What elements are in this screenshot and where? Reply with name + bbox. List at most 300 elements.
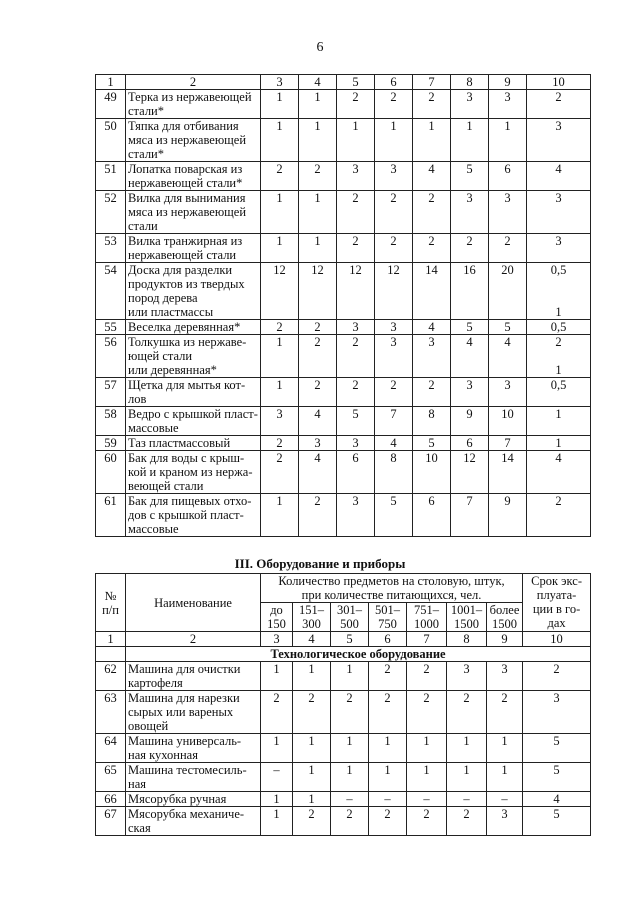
quantity-cell: 2 (369, 691, 407, 734)
table-row (96, 263, 591, 320)
table-row (96, 662, 591, 691)
quantity-cell: 12 (299, 263, 337, 320)
quantity-cell: – (369, 792, 407, 807)
column-number: 2 (126, 632, 261, 647)
text-line: Доска для разделки (128, 263, 233, 277)
quantity-cell: 1 (261, 234, 299, 263)
row-number: 53 (96, 234, 126, 263)
table-row (96, 378, 591, 407)
quantity-cell: 4 (375, 436, 413, 451)
row-number: 59 (96, 436, 126, 451)
table-body (96, 662, 591, 836)
text-line: 300 (302, 617, 321, 631)
text-line: более (489, 603, 520, 617)
quantity-cell: 3 (489, 378, 527, 407)
header-range (369, 603, 407, 632)
quantity-cell: – (447, 792, 487, 807)
quantity-cell: 1 (375, 119, 413, 162)
row-number: 49 (96, 90, 126, 119)
quantity-cell: 4 (413, 162, 451, 191)
quantity-cell: 2 (293, 691, 331, 734)
quantity-cell: 4 (489, 335, 527, 378)
text-line: Машина для нарезки (128, 691, 240, 705)
quantity-cell: 1 (261, 662, 293, 691)
column-number: 9 (487, 632, 523, 647)
item-name (126, 90, 261, 119)
page-number: 6 (316, 40, 324, 55)
text-line: Бак для пищевых отхо- (128, 494, 252, 508)
column-number: 10 (527, 75, 591, 90)
service-life-cell (527, 335, 591, 378)
row-number: 63 (96, 691, 126, 734)
quantity-cell: 3 (299, 436, 337, 451)
quantity-cell: 5 (451, 320, 489, 335)
text-line: 1 (555, 305, 562, 319)
quantity-cell: 2 (337, 234, 375, 263)
service-life-cell: 4 (523, 792, 591, 807)
table-row (96, 792, 591, 807)
text-line: Толкушка из нержаве- (128, 335, 247, 349)
quantity-cell: 3 (489, 90, 527, 119)
item-name (126, 807, 261, 836)
row-number: 54 (96, 263, 126, 320)
row-number: 56 (96, 335, 126, 378)
text-line: 2 (555, 90, 562, 104)
text-line: Ведро с крышкой пласт- (128, 407, 258, 421)
text-line: нержавеющей стали (128, 248, 237, 262)
quantity-cell: 5 (489, 320, 527, 335)
column-number: 8 (447, 632, 487, 647)
table-row (96, 734, 591, 763)
text-line: 1500 (492, 617, 518, 631)
quantity-cell: 1 (299, 234, 337, 263)
text-line: Тяпка для отбивания (128, 119, 239, 133)
text-line: Щетка для мытья кот- (128, 378, 246, 392)
text-line: Машина универсаль- (128, 734, 242, 748)
text-line: 0,5 (550, 378, 567, 392)
column-number: 6 (375, 75, 413, 90)
service-life-cell (527, 119, 591, 162)
quantity-cell: 1 (451, 119, 489, 162)
text-line: кой и краном из нержа- (128, 465, 253, 479)
service-life-cell (527, 234, 591, 263)
text-line: лов (128, 392, 147, 406)
quantity-cell: 2 (375, 378, 413, 407)
quantity-cell: 1 (299, 90, 337, 119)
row-number: 64 (96, 734, 126, 763)
text-line: 301– (337, 603, 362, 617)
service-life-cell (527, 436, 591, 451)
column-number: 7 (407, 632, 447, 647)
quantity-cell: 20 (489, 263, 527, 320)
text-line: мяса из нержавеющей (128, 205, 247, 219)
column-number-row (96, 75, 591, 90)
item-name (126, 691, 261, 734)
item-name (126, 335, 261, 378)
text-line: 0,5 (550, 263, 567, 277)
quantity-cell: 2 (299, 494, 337, 537)
text-line: 3 (555, 234, 562, 248)
quantity-cell: 3 (375, 162, 413, 191)
text-line: 2 (555, 494, 562, 508)
table-row (96, 335, 591, 378)
text-line: Терка из нержавеющей (128, 90, 252, 104)
column-number: 3 (261, 632, 293, 647)
text-line: 3 (555, 119, 562, 133)
quantity-cell: 4 (299, 451, 337, 494)
quantity-cell: – (331, 792, 369, 807)
row-number: 62 (96, 662, 126, 691)
section-title: III. Оборудование и приборы (234, 556, 406, 571)
quantity-cell: 3 (337, 436, 375, 451)
quantity-cell: 2 (413, 234, 451, 263)
quantity-cell: 3 (375, 320, 413, 335)
quantity-cell: 4 (413, 320, 451, 335)
table-row (96, 763, 591, 792)
quantity-cell: 2 (293, 807, 331, 836)
text-line: или деревянная* (128, 363, 217, 377)
table-row (96, 162, 591, 191)
text-line: ная (128, 777, 146, 791)
quantity-cell: 9 (451, 407, 489, 436)
service-life-cell (527, 494, 591, 537)
text-line: Таз пластмассовый (128, 436, 231, 450)
quantity-cell: 3 (261, 407, 299, 436)
quantity-cell: 3 (337, 320, 375, 335)
text-line: 501– (375, 603, 400, 617)
header-quantity: Количество предметов на столовую, штук, при количестве питающихся, чел. (261, 574, 523, 603)
quantity-cell: 1 (331, 734, 369, 763)
quantity-cell: – (261, 763, 293, 792)
quantity-cell: 8 (413, 407, 451, 436)
service-life-cell: 5 (523, 734, 591, 763)
quantity-cell: 4 (299, 407, 337, 436)
header-range (331, 603, 369, 632)
item-name (126, 320, 261, 335)
quantity-cell: 7 (489, 436, 527, 451)
text-line: 3 (555, 191, 562, 205)
text-line: ная кухонная (128, 748, 198, 762)
quantity-cell: 8 (375, 451, 413, 494)
quantity-cell: 3 (413, 335, 451, 378)
quantity-cell: 1 (489, 119, 527, 162)
quantity-cell: 2 (261, 691, 293, 734)
quantity-cell: 5 (451, 162, 489, 191)
item-name (126, 162, 261, 191)
quantity-cell: 3 (487, 662, 523, 691)
item-name (126, 119, 261, 162)
quantity-cell: 7 (375, 407, 413, 436)
quantity-cell: – (487, 792, 523, 807)
quantity-cell: 2 (487, 691, 523, 734)
quantity-cell: 3 (337, 494, 375, 537)
column-number: 3 (261, 75, 299, 90)
quantity-cell: 2 (407, 691, 447, 734)
quantity-cell: 1 (487, 734, 523, 763)
service-life-cell: 5 (523, 807, 591, 836)
table-row (96, 807, 591, 836)
quantity-cell: 1 (293, 734, 331, 763)
text-line: Машина тестомесиль- (128, 763, 247, 777)
service-life-cell: 3 (523, 691, 591, 734)
quantity-cell: 2 (489, 234, 527, 263)
text-line: нержавеющей стали* (128, 176, 243, 190)
table-row (96, 320, 591, 335)
table-row (96, 494, 591, 537)
quantity-cell: 2 (413, 90, 451, 119)
row-number: 61 (96, 494, 126, 537)
service-life-cell (527, 407, 591, 436)
quantity-cell: 2 (375, 234, 413, 263)
service-life-cell: 2 (523, 662, 591, 691)
column-number: 4 (293, 632, 331, 647)
item-name (126, 451, 261, 494)
quantity-cell: 12 (261, 263, 299, 320)
row-number: 55 (96, 320, 126, 335)
column-number: 6 (369, 632, 407, 647)
text-line: или пластмассы (128, 305, 214, 319)
quantity-cell: 6 (413, 494, 451, 537)
item-name (126, 407, 261, 436)
text-line: 150 (267, 617, 286, 631)
quantity-cell: 2 (261, 451, 299, 494)
quantity-cell: 1 (369, 734, 407, 763)
quantity-cell: 2 (337, 90, 375, 119)
quantity-cell: 10 (413, 451, 451, 494)
table-row (96, 436, 591, 451)
quantity-cell: 2 (261, 320, 299, 335)
text-line: 750 (378, 617, 397, 631)
quantity-cell: 1 (261, 494, 299, 537)
quantity-cell: 1 (407, 734, 447, 763)
item-name (126, 494, 261, 537)
quantity-cell: 1 (261, 792, 293, 807)
quantity-cell: 2 (407, 662, 447, 691)
quantity-cell: 3 (337, 162, 375, 191)
service-life-cell (527, 451, 591, 494)
quantity-cell: 5 (337, 407, 375, 436)
quantity-cell: 2 (337, 191, 375, 234)
quantity-cell: 1 (337, 119, 375, 162)
quantity-cell: 14 (489, 451, 527, 494)
quantity-cell: 2 (331, 691, 369, 734)
quantity-cell: 2 (261, 436, 299, 451)
text-line: Веселка деревянная* (128, 320, 241, 334)
text-line: 151– (299, 603, 324, 617)
service-life-cell: 5 (523, 763, 591, 792)
quantity-cell: 2 (369, 807, 407, 836)
table-row (96, 191, 591, 234)
quantity-cell: 2 (299, 378, 337, 407)
quantity-cell: 1 (331, 763, 369, 792)
text-line: овощей (128, 719, 169, 733)
header-number: № п/п (96, 574, 126, 632)
text-line: веющей стали (128, 479, 204, 493)
text-line: Машина для очистки (128, 662, 241, 676)
text-line: дов с крышкой пласт- (128, 508, 244, 522)
text-line: Мясорубка ручная (128, 792, 227, 806)
text-line: Лопатка поварская из (128, 162, 243, 176)
header-range (447, 603, 487, 632)
quantity-cell: – (407, 792, 447, 807)
column-number: 9 (489, 75, 527, 90)
column-number: 1 (96, 75, 126, 90)
quantity-cell: 10 (489, 407, 527, 436)
text-line: мяса из нержавеющей (128, 133, 247, 147)
row-number: 57 (96, 378, 126, 407)
quantity-cell: 5 (413, 436, 451, 451)
quantity-cell: 1 (447, 763, 487, 792)
quantity-cell: 1 (293, 662, 331, 691)
quantity-cell: 2 (413, 378, 451, 407)
quantity-cell: 2 (447, 691, 487, 734)
text-line: 4 (555, 451, 562, 465)
text-line: стали (128, 219, 158, 233)
quantity-cell: 16 (451, 263, 489, 320)
quantity-cell: 1 (261, 807, 293, 836)
item-name (126, 662, 261, 691)
text-line: стали* (128, 147, 164, 161)
quantity-cell: 1 (299, 119, 337, 162)
table-row (96, 407, 591, 436)
quantity-cell: 5 (375, 494, 413, 537)
quantity-cell: 2 (407, 807, 447, 836)
quantity-cell: 2 (451, 234, 489, 263)
text-line: 2 (555, 335, 562, 349)
row-number: 60 (96, 451, 126, 494)
quantity-cell: 12 (375, 263, 413, 320)
text-line: 751– (414, 603, 439, 617)
item-name (126, 378, 261, 407)
item-name (126, 191, 261, 234)
text-line: Мясорубка механиче- (128, 807, 245, 821)
quantity-cell: 1 (261, 90, 299, 119)
column-number: 7 (413, 75, 451, 90)
table-kitchen-utensils (95, 74, 591, 537)
column-number: 5 (331, 632, 369, 647)
column-number: 4 (299, 75, 337, 90)
table-row (96, 234, 591, 263)
text-line: 1000 (414, 617, 439, 631)
quantity-cell: 2 (447, 807, 487, 836)
quantity-cell: 9 (489, 494, 527, 537)
text-line: ющей стали (128, 349, 193, 363)
header-range (487, 603, 523, 632)
item-name (126, 734, 261, 763)
quantity-cell: 6 (489, 162, 527, 191)
quantity-cell: 1 (487, 763, 523, 792)
text-line: 1001– (450, 603, 483, 617)
quantity-cell: 1 (261, 335, 299, 378)
header-range (261, 603, 293, 632)
quantity-cell: 6 (337, 451, 375, 494)
quantity-cell: 3 (375, 335, 413, 378)
table-row (96, 691, 591, 734)
text-line (529, 291, 588, 305)
quantity-cell: 1 (261, 191, 299, 234)
text-line: продуктов из твердых (128, 277, 245, 291)
quantity-cell: 2 (375, 90, 413, 119)
quantity-cell: 2 (413, 191, 451, 234)
quantity-cell: 1 (331, 662, 369, 691)
quantity-cell: 1 (261, 734, 293, 763)
quantity-cell: 3 (487, 807, 523, 836)
column-number: 5 (337, 75, 375, 90)
table-equipment (95, 573, 591, 836)
quantity-cell: 3 (451, 90, 489, 119)
quantity-cell: 2 (331, 807, 369, 836)
quantity-cell: 4 (451, 335, 489, 378)
quantity-cell: 2 (375, 191, 413, 234)
text-line: 1 (555, 363, 562, 377)
service-life-cell (527, 191, 591, 234)
text-line: 1 (555, 407, 562, 421)
quantity-cell: 7 (451, 494, 489, 537)
service-life-cell (527, 263, 591, 320)
text-line: пород дерева (128, 291, 198, 305)
text-line: 1 (555, 436, 562, 450)
header-range (293, 603, 331, 632)
row-number: 65 (96, 763, 126, 792)
service-life-cell (527, 162, 591, 191)
text-line: Вилка для вынимания (128, 191, 246, 205)
row-number: 50 (96, 119, 126, 162)
text-line (529, 349, 588, 363)
quantity-cell: 2 (299, 162, 337, 191)
quantity-cell: 1 (447, 734, 487, 763)
quantity-cell: 1 (369, 763, 407, 792)
quantity-cell: 1 (299, 191, 337, 234)
quantity-cell: 2 (299, 335, 337, 378)
text-line (529, 277, 588, 291)
item-name (126, 234, 261, 263)
row-number: 52 (96, 191, 126, 234)
item-name (126, 763, 261, 792)
quantity-cell: 2 (369, 662, 407, 691)
quantity-cell: 3 (447, 662, 487, 691)
quantity-cell: 1 (407, 763, 447, 792)
service-life-cell (527, 320, 591, 335)
quantity-cell: 2 (337, 335, 375, 378)
service-life-cell (527, 378, 591, 407)
quantity-cell: 1 (293, 763, 331, 792)
column-number: 2 (126, 75, 261, 90)
header-name: Наименование (126, 574, 261, 632)
quantity-cell: 14 (413, 263, 451, 320)
quantity-cell: 2 (299, 320, 337, 335)
text-line: массовые (128, 522, 179, 536)
row-number: 58 (96, 407, 126, 436)
text-line: 0,5 (550, 320, 567, 334)
quantity-cell: 1 (261, 378, 299, 407)
text-line: 1500 (454, 617, 479, 631)
row-number: 51 (96, 162, 126, 191)
quantity-cell: 2 (261, 162, 299, 191)
quantity-cell: 6 (451, 436, 489, 451)
text-line: сырых или вареных (128, 705, 234, 719)
item-name (126, 792, 261, 807)
quantity-cell: 1 (413, 119, 451, 162)
text-line: ская (128, 821, 151, 835)
text-line: картофеля (128, 676, 183, 690)
table-body (96, 90, 591, 537)
table-row (96, 90, 591, 119)
text-line: массовые (128, 421, 179, 435)
text-line: Бак для воды с крыш- (128, 451, 245, 465)
item-name (126, 263, 261, 320)
service-life-cell (527, 90, 591, 119)
quantity-cell: 12 (451, 451, 489, 494)
